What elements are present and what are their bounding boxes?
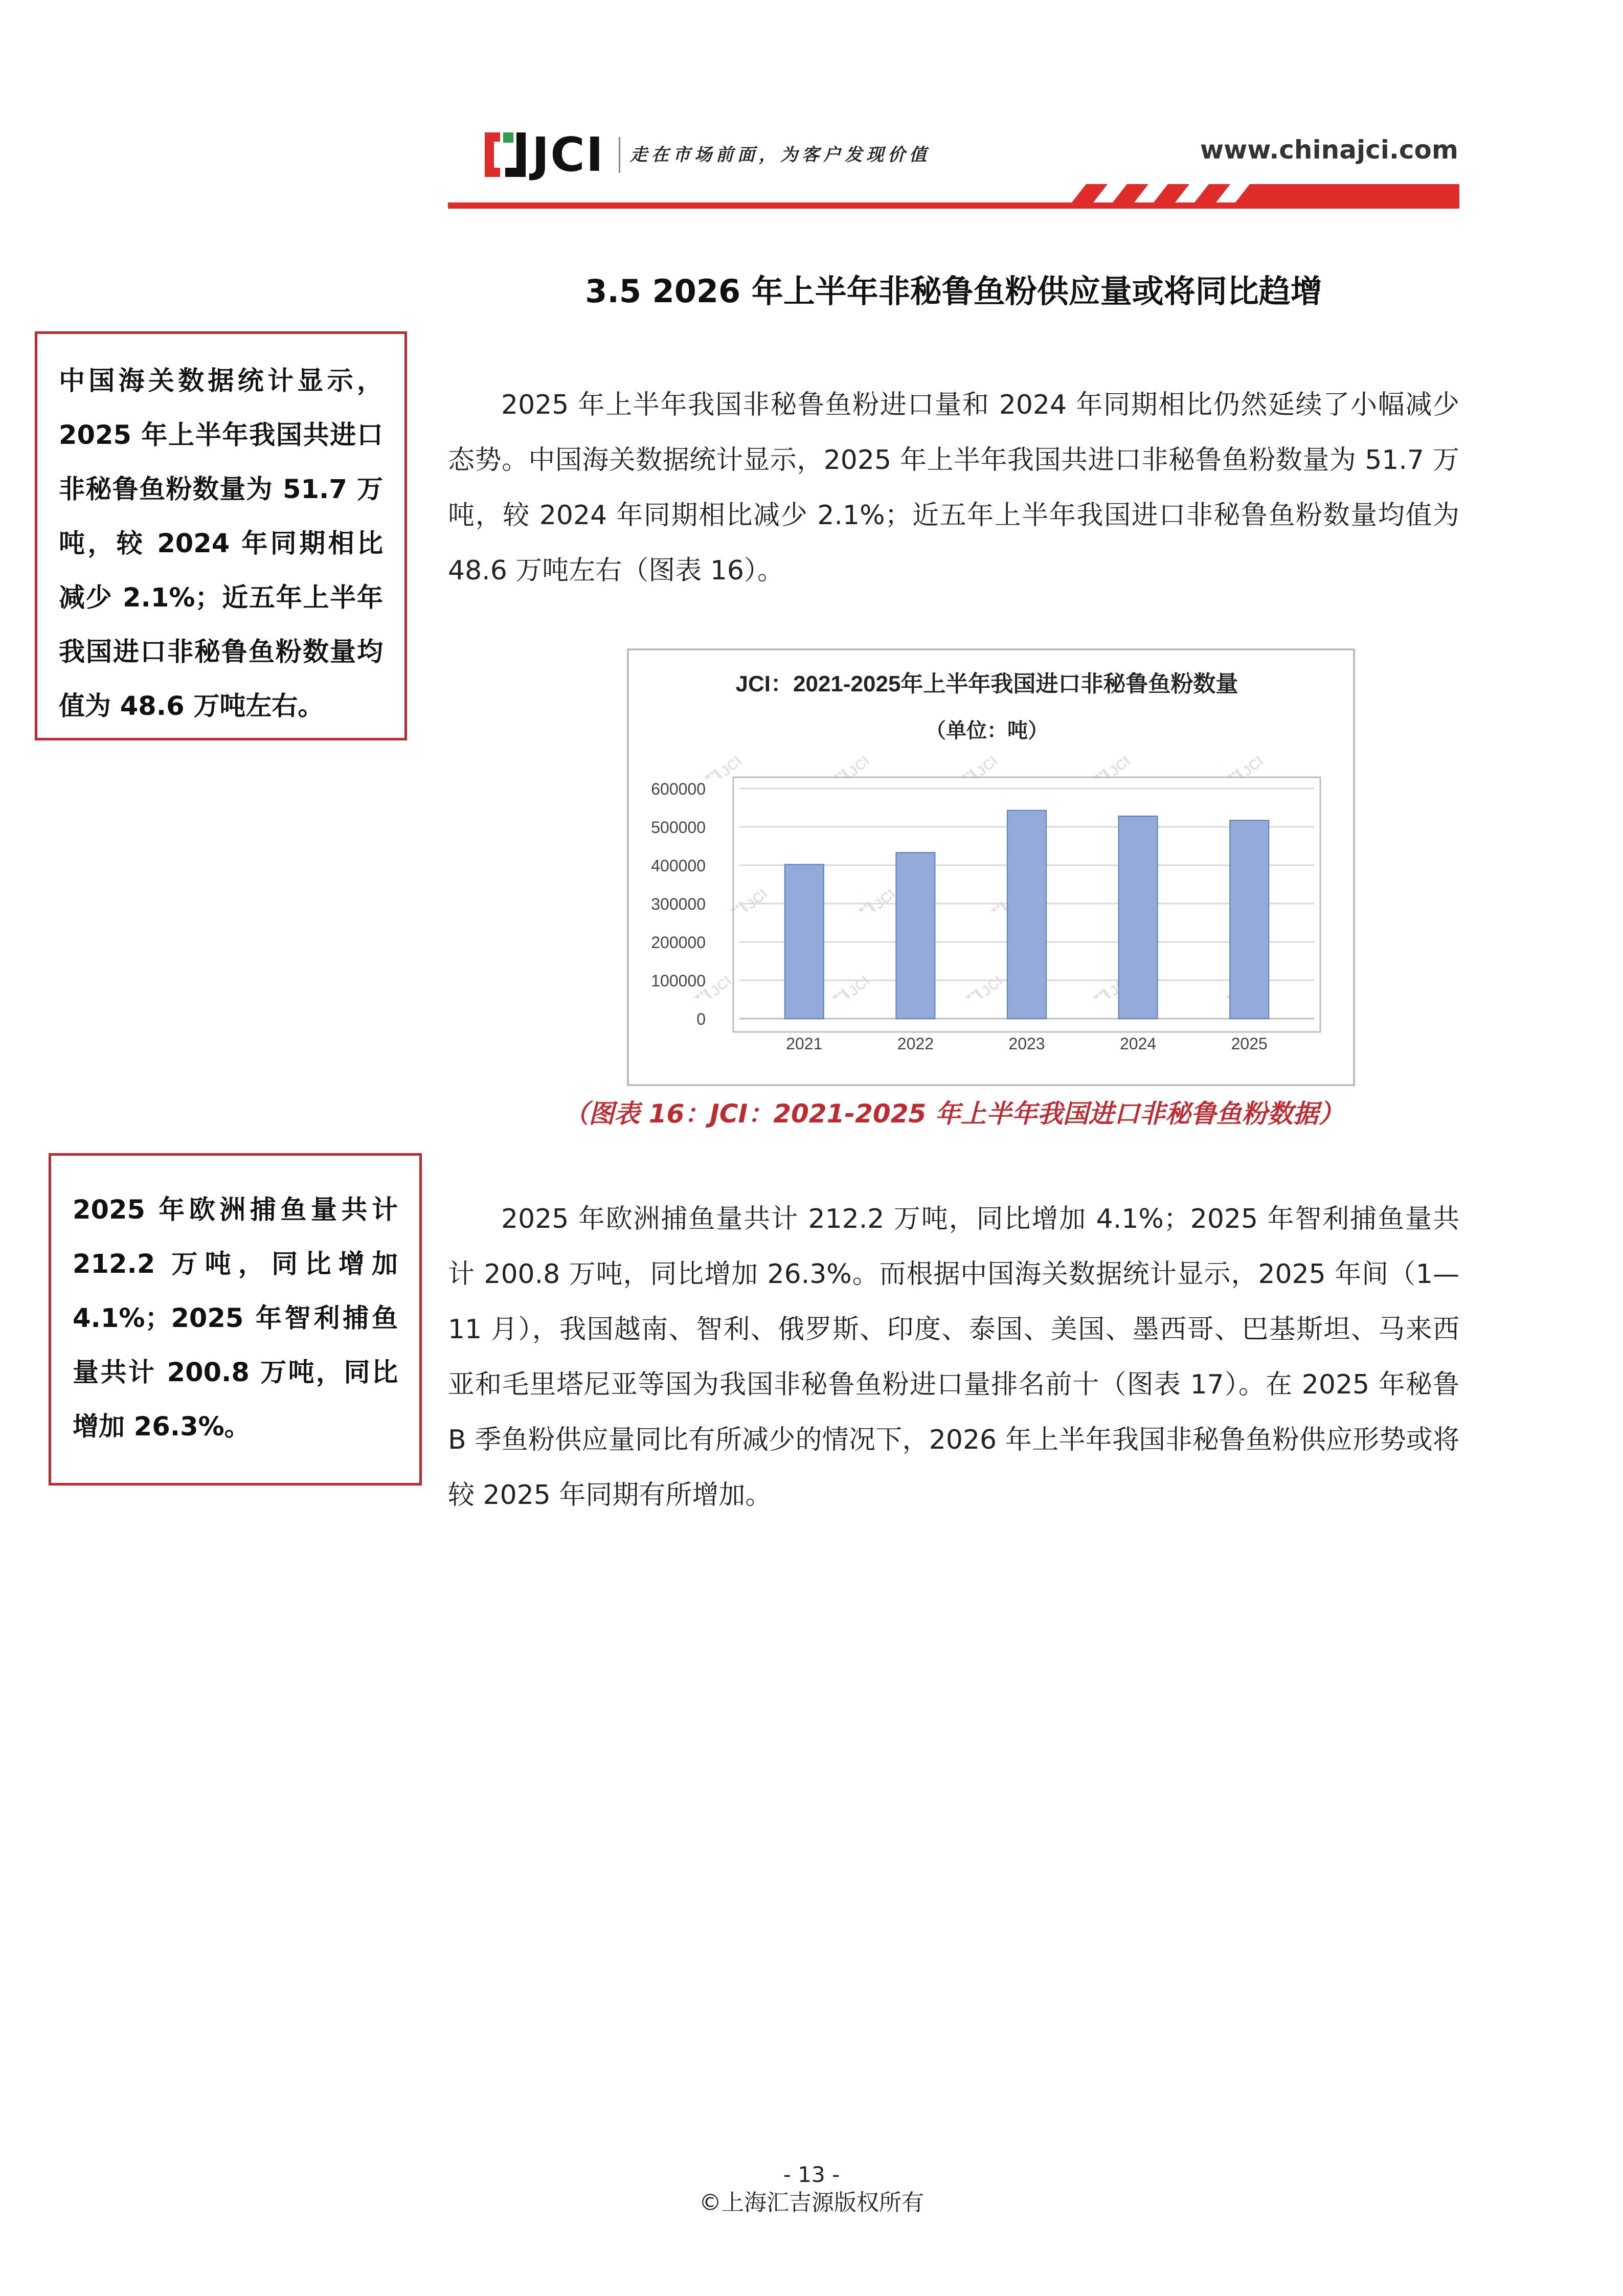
chart-subtitle: （单位：吨） (926, 719, 1048, 742)
bar-2022 (896, 852, 935, 1019)
y-tick-label: 200000 (651, 933, 706, 952)
chart-title: JCI：2021-2025年上半年我国进口非秘鲁鱼粉数量 (735, 671, 1238, 696)
chart-watermarks (694, 753, 1266, 1010)
x-tick-label: 2021 (786, 1034, 823, 1053)
bar-2024 (1119, 816, 1158, 1019)
logo-wordmark: JCI (532, 127, 604, 182)
copyright-notice: ©上海汇吉源版权所有 (699, 2190, 924, 2216)
header-red-rule (448, 184, 1459, 210)
watermark-logo-icon (1093, 753, 1133, 790)
logo-divider (619, 137, 620, 173)
y-tick-label: 300000 (651, 895, 706, 913)
body-paragraph-import: 2025 年上半年我国非秘鲁鱼粉进口量和 2024 年同期相比仍然延续了小幅减少态势。中国海关数据统计显示，2025 年上半年我国共进口非秘鲁鱼粉数量为 51.7 万吨，较 2024 年同期相比减少 2.1%；近五年上半年我国进口非秘鲁鱼粉数量均值为 48.6 万吨左右（图表 16）。 (448, 390, 1459, 586)
y-tick-label: 0 (696, 1010, 706, 1028)
x-tick-label: 2024 (1120, 1034, 1157, 1053)
watermark-logo-icon (965, 973, 1005, 1010)
highlight-box-import-summary: 中国海关数据统计显示，2025 年上半年我国共进口非秘鲁鱼粉数量为 51.7 万吨，较 2024 年同期相比减少 2.1%；近五年上半年我国进口非秘鲁鱼粉数量均值为 48.6 万吨左右。 (35, 331, 407, 740)
bar-2025 (1230, 820, 1269, 1019)
y-tick-label: 600000 (651, 780, 706, 798)
section-heading: 3.5 2026 年上半年非秘鲁鱼粉供应量或将同比趋增 (585, 273, 1322, 310)
x-tick-label: 2025 (1231, 1034, 1268, 1053)
header-slogan: 走在市场前面，为客户发现价值 (630, 145, 931, 165)
y-tick-label: 100000 (651, 972, 706, 990)
import-volume-chart (627, 648, 1355, 1086)
y-tick-label: 400000 (651, 857, 706, 875)
watermark-logo-icon (832, 753, 872, 790)
y-tick-label: 500000 (651, 818, 706, 837)
bar-2023 (1007, 811, 1046, 1019)
watermark-logo-icon (705, 753, 745, 790)
x-tick-label: 2023 (1008, 1034, 1045, 1053)
page-number: - 13 - (783, 2162, 840, 2187)
jci-logo-icon (481, 130, 529, 179)
page-header (0, 0, 1623, 215)
bar-2021 (785, 865, 824, 1019)
watermark-logo-icon (832, 973, 872, 1010)
highlight-box-catch-summary: 2025 年欧洲捕鱼量共计 212.2 万吨，同比增加 4.1%；2025 年智利捕鱼量共计 200.8 万吨，同比增加 26.3%。 (49, 1153, 422, 1485)
watermark-logo-icon (960, 753, 1000, 790)
x-tick-label: 2022 (897, 1034, 934, 1053)
watermark-logo-icon (1226, 753, 1266, 790)
chart-caption: （图表 16：JCI：2021-2025 年上半年我国进口非秘鲁鱼粉数据） (563, 1099, 1344, 1129)
chart-canvas (629, 650, 1353, 1084)
website-link[interactable]: www.chinajci.com (1200, 135, 1458, 165)
y-axis-ticks (651, 780, 706, 1028)
x-axis-ticks (786, 1034, 1268, 1053)
body-paragraph-supply: 2025 年欧洲捕鱼量共计 212.2 万吨，同比增加 4.1%；2025 年智利捕鱼量共计 200.8 万吨，同比增加 26.3%。而根据中国海关数据统计显示，2025 年间（1—11 月），我国越南、智利、俄罗斯、印度、泰国、美国、墨西哥、巴基斯坦、马来西亚和毛里塔尼亚等国为我国非秘鲁鱼粉进口量排名前十（图表 17）。在 2025 年秘鲁 B 季鱼粉供应量同比有所减少的情况下，2026 年上半年我国非秘鲁鱼粉供应形势或将较 2025 年同期有所增加。 (448, 1204, 1459, 1511)
